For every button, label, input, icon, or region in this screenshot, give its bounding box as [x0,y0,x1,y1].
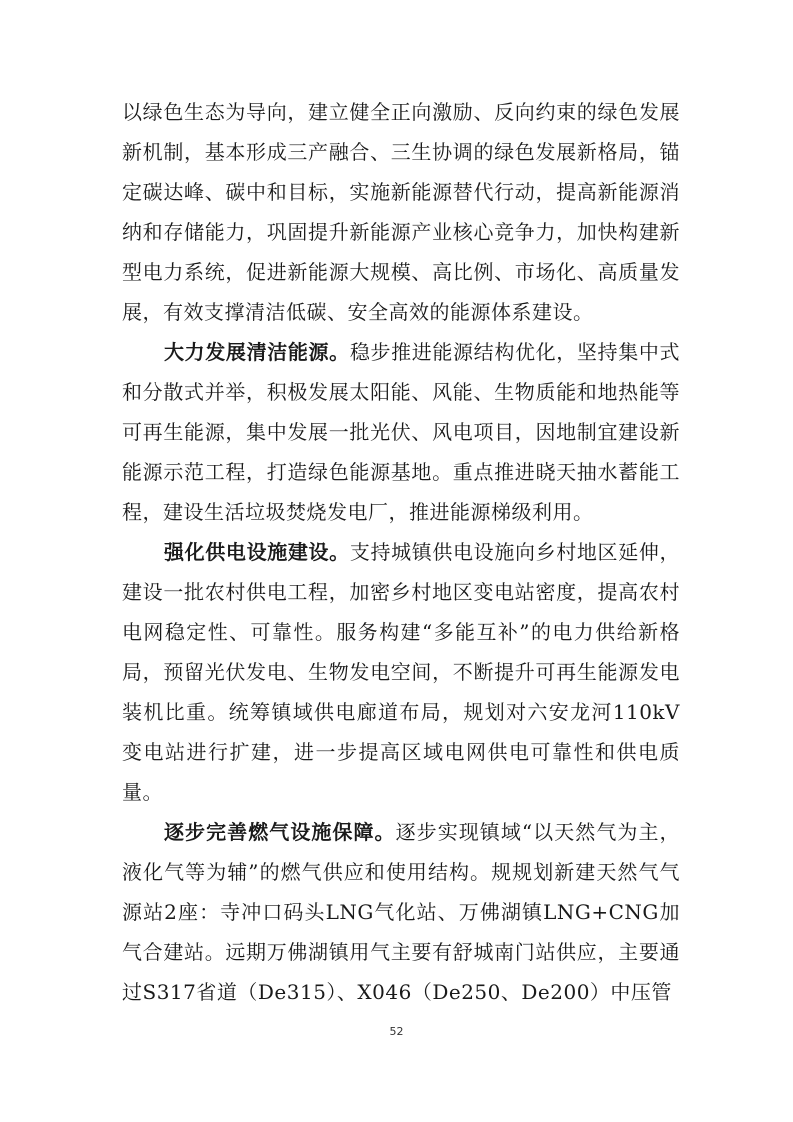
body-text [122,92,680,1012]
paragraph-green-development [122,92,680,332]
paragraph-text: 逐步实现镇域“以天然气为主，液化气等为辅”的燃气供应和使用结构。规规划新建天然气气源站2座：寺冲口码头LNG气化站、万佛湖镇LNG+CNG加气合建站。远期万佛湖镇用气主要有舒城南门站供应，主要通过S317省道（De315）、X046（De250、De200）中压管 [122,820,681,1004]
paragraph-lead: 逐步完善燃气设施保障。 [164,820,396,844]
paragraph-text: 以绿色生态为导向，建立健全正向激励、反向约束的绿色发展新机制，基本形成三产融合、三生协调的绿色发展新格局，锚定碳达峰、碳中和目标，实施新能源替代行动，提高新能源消纳和存储能力，巩固提升新能源产业核心竞争力，加快构建新型电力系统，促进新能源大规模、高比例、市场化、高质量发展，有效支撑清洁低碳、安全高效的能源体系建设。 [122,100,680,324]
page-number: 52 [389,1025,404,1038]
paragraph-gas-supply [122,812,680,1012]
paragraph-text: 稳步推进能源结构优化，坚持集中式和分散式并举，积极发展太阳能、风能、生物质能和地热能等可再生能源，集中发展一批光伏、风电项目，因地制宜建设新能源示范工程，打造绿色能源基地。重点推进晓天抽水蓄能工程，建设生活垃圾焚烧发电厂，推进能源梯级利用。 [122,340,680,524]
paragraph-lead: 大力发展清洁能源。 [164,340,350,364]
paragraph-clean-energy [122,332,680,532]
paragraph-text: 支持城镇供电设施向乡村地区延伸，建设一批农村供电工程，加密乡村地区变电站密度，提高农村电网稳定性、可靠性。服务构建“多能互补”的电力供给新格局，预留光伏发电、生物发电空间，不断提升可再生能源发电装机比重。统筹镇域供电廊道布局，规划对六安龙河110kV变电站进行扩建，进一步提高区域电网供电可靠性和供电质量。 [122,540,680,804]
paragraph-lead: 强化供电设施建设。 [164,540,350,564]
paragraph-power-supply [122,532,680,812]
